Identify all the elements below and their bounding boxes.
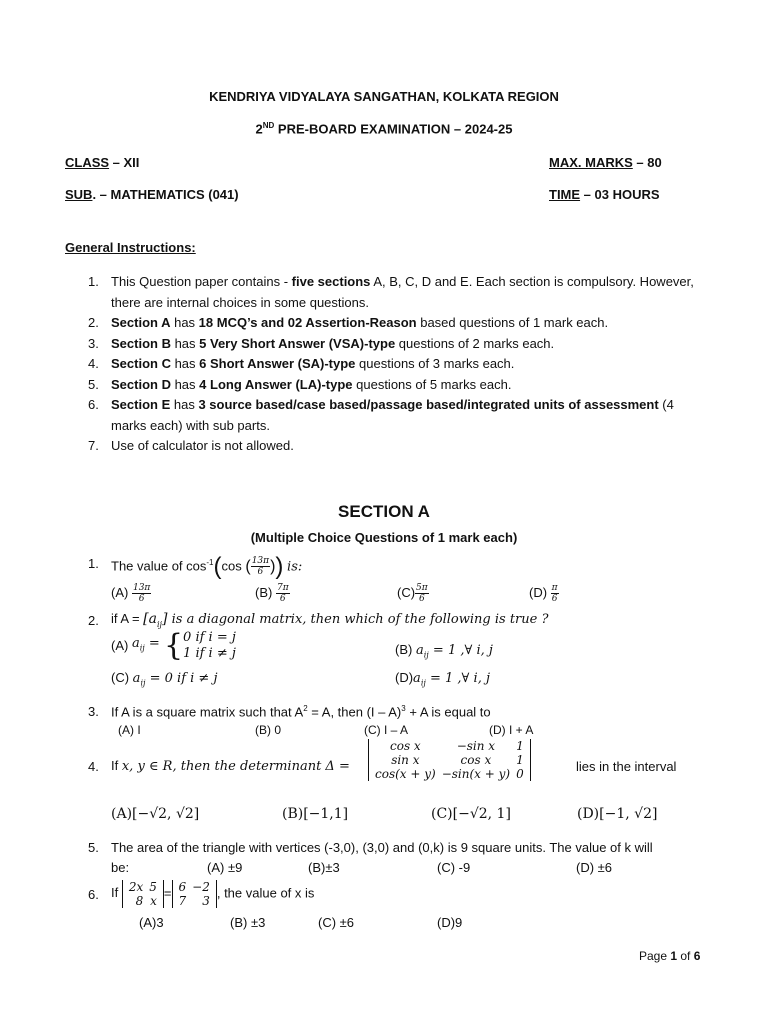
instruction-part: questions of 5 marks each. [352, 377, 512, 392]
instruction-item [88, 313, 708, 334]
q4-option-d: (D)[−1, √2] [577, 806, 658, 822]
det-cell: cos(x + y) [375, 767, 436, 781]
option-label: (D) [395, 670, 414, 685]
exam-number: 2 [255, 121, 263, 137]
instruction-number: 5. [88, 377, 99, 392]
det-cell: sin x [391, 753, 420, 767]
sup: 2 [303, 704, 308, 713]
equals: = [163, 885, 172, 901]
q3-option-a: (A) I [118, 723, 141, 737]
question-text: = A, then (I – A) [307, 704, 402, 720]
question-text: If [111, 758, 122, 773]
instruction-text [111, 334, 711, 355]
q4-option-a: (A)[−√2, √2] [111, 806, 200, 822]
section-subtitle: (Multiple Choice Questions of 1 mark each) [250, 530, 518, 545]
is-text: is: [287, 559, 303, 575]
instructions-heading: General Instructions: [65, 240, 196, 255]
option-math-text: = 1 ,∀ i, j [425, 671, 490, 686]
option-label: (A) [111, 584, 129, 600]
q4-determinant [368, 739, 531, 781]
page-number [639, 949, 700, 963]
instruction-bold: 4 Long Answer (LA)-type [199, 377, 353, 392]
matrix-open: [a [143, 611, 157, 627]
instruction-bold: five sections [291, 274, 371, 289]
page-of: of [677, 949, 694, 963]
question-3-text [111, 704, 491, 719]
instruction-bold: 5 Very Short Answer (VSA)-type [199, 336, 396, 351]
question-text: If [111, 885, 119, 900]
question-2-number: 2. [88, 613, 99, 628]
fraction-num: 13π [251, 556, 270, 567]
page-current: 1 [670, 949, 678, 963]
matrix-sub: ij [156, 619, 163, 629]
q5-option-d: (D) ±6 [576, 860, 613, 875]
instruction-bold: 18 MCQ’s and 02 Assertion-Reason [198, 315, 417, 330]
cos-text: cos [221, 558, 242, 574]
instruction-text [111, 436, 711, 457]
instruction-number: 2. [88, 315, 99, 330]
question-text: , the value of x is [216, 885, 315, 901]
instruction-part: based questions of 1 mark each. [416, 315, 609, 330]
lhs: a [131, 635, 140, 651]
paren-open: ( [213, 552, 222, 580]
instruction-item [88, 436, 708, 457]
det-cell: cos x [390, 739, 421, 753]
instruction-part: has [170, 356, 200, 371]
q5-option-b: (B)±3 [308, 860, 340, 875]
exam-title [0, 121, 768, 136]
question-1-text [111, 548, 302, 582]
instruction-part: (4 marks each) with sub parts. [111, 397, 674, 433]
q5-option-a: (A) ±9 [207, 860, 243, 875]
max-marks-line [549, 155, 662, 170]
question-5-line1: The area of the triangle with vertices (-3,0), (3,0) and (0,k) is 9 square units. The value of k will [111, 840, 653, 855]
subject-line [65, 187, 239, 202]
fraction-num: 7π [276, 583, 289, 593]
det-cell: 7 [178, 893, 187, 908]
instruction-text [111, 313, 711, 334]
time-value: – 03 HOURS [580, 187, 660, 202]
fraction [251, 556, 270, 577]
question-4-text [111, 758, 350, 774]
option-math: $a_{ij} = 1$ ,∀ i, j [413, 671, 490, 688]
q6-option-a: (A)3 [139, 915, 164, 930]
question-text: if A = [111, 611, 144, 626]
instruction-bold: Section A [111, 315, 171, 330]
instruction-part: A, B, C, D and E. Each section is compulsory. However, there are internal choices in some questions. [111, 274, 694, 310]
fraction-num: π [551, 583, 558, 593]
piecewise [183, 630, 236, 662]
piecewise-line: 1 if i ≠ j [183, 646, 236, 661]
paren-close-inner: ) [270, 557, 276, 575]
question-4-number: 4. [88, 759, 99, 774]
instruction-part: This Question paper contains - [111, 274, 292, 289]
fraction [276, 583, 290, 604]
instruction-item [88, 334, 708, 355]
instruction-number: 7. [88, 438, 99, 453]
instruction-bold: Section D [111, 377, 171, 392]
option-label: (C) [111, 670, 130, 685]
instruction-part: has [170, 336, 200, 351]
det-cell: −sin x [456, 739, 496, 753]
question-6-text [111, 879, 314, 908]
class-label: CLASS [65, 155, 110, 170]
det-cell: 3 [202, 893, 210, 908]
subject-value: . – MATHEMATICS (041) [92, 187, 239, 202]
q3-option-d: (D) I + A [489, 723, 534, 737]
q6-option-b: (B) ±3 [230, 915, 266, 930]
fraction-den: 6 [419, 594, 425, 604]
q3-option-c: (C) I – A [364, 723, 409, 737]
option-label: (B) [395, 642, 413, 657]
page-label: Page [639, 949, 671, 963]
determinant [368, 739, 531, 781]
det-cell: 8 [135, 893, 144, 908]
option-math: $a_{ij} = 0$ if i ≠ j [132, 671, 218, 688]
q2-option-b [395, 642, 493, 660]
page-total: 6 [693, 949, 701, 963]
det-cell: 6 [178, 879, 187, 894]
fraction-den: 6 [551, 594, 558, 604]
paren-close: ) [275, 552, 284, 580]
option-label: (B) [255, 584, 273, 600]
fraction-num: 13π [132, 583, 151, 593]
instruction-bold: Section C [111, 356, 171, 371]
question-5-line2: be: [111, 860, 130, 875]
q2-option-d [395, 670, 490, 688]
fraction [132, 583, 151, 604]
det-cell: 1 [516, 739, 524, 753]
fraction-den: 6 [138, 594, 145, 604]
sup: 3 [401, 704, 406, 713]
max-marks-label: MAX. MARKS [549, 155, 633, 170]
class-value: – XII [109, 155, 140, 170]
option-label: (D) [529, 584, 548, 600]
question-5-number: 5. [88, 840, 99, 855]
determinant-left [122, 880, 164, 908]
instruction-text [111, 395, 711, 436]
option-math [132, 636, 164, 651]
q4-option-c: (C)[−√2, 1] [431, 806, 511, 822]
instruction-number: 3. [88, 336, 99, 351]
det-cell: −sin(x + y) [441, 767, 511, 781]
fraction-den: 6 [257, 567, 264, 578]
q1-option-c [397, 583, 429, 604]
question-text: + A is equal to [405, 704, 491, 720]
det-cell: 5 [149, 879, 157, 894]
instruction-part: questions of 3 marks each. [355, 356, 515, 371]
question-3-number: 3. [88, 704, 99, 719]
instruction-bold: Section E [111, 397, 171, 412]
time-label: TIME [549, 187, 581, 202]
q4-post-text: lies in the interval [576, 759, 677, 774]
option-math: $a_{ij} = 1$ ,∀ i, j [415, 643, 493, 660]
instruction-number: 1. [88, 274, 99, 289]
question-1-number: 1. [88, 556, 99, 571]
instruction-part: has [170, 397, 199, 412]
equals: = [144, 635, 164, 651]
instruction-part: has [170, 315, 199, 330]
brace: { [163, 628, 184, 663]
q1-option-a [111, 583, 151, 604]
instruction-item [88, 354, 708, 375]
determinant-right [172, 880, 217, 908]
option-label: (A) [111, 638, 129, 653]
instruction-item [88, 375, 708, 396]
instruction-number: 4. [88, 356, 99, 371]
det-cell: cos x [460, 753, 492, 767]
question-text: The value of cos [111, 558, 207, 574]
inverse-sup: -1 [206, 558, 214, 567]
fraction [415, 583, 429, 604]
fraction [551, 583, 559, 604]
instruction-part: Use of calculator is not allowed. [111, 438, 294, 453]
det-cell: 1 [516, 753, 524, 767]
question-math-text: is a diagonal matrix, then which of the following is true ? [167, 612, 549, 627]
instruction-text [111, 375, 711, 396]
question-math-text: x, y ∈ R, then the determinant Δ = [121, 759, 350, 774]
instruction-text [111, 272, 711, 313]
max-marks-value: – 80 [632, 155, 662, 170]
q2-option-a [111, 630, 236, 662]
class-line [65, 155, 139, 170]
paren-open-inner: ( [245, 557, 251, 575]
instruction-bold: Section B [111, 336, 171, 351]
fraction-num: 5π [416, 583, 428, 593]
matrix-close: ] [162, 611, 168, 627]
q5-option-c: (C) -9 [437, 860, 471, 875]
time-line [549, 187, 660, 202]
q3-option-b: (B) 0 [255, 723, 282, 737]
fraction-den: 6 [279, 594, 286, 604]
instruction-bold: 3 source based/case based/passage based/integrated units of assessment [198, 397, 659, 412]
question-text: If A is a square matrix such that A [111, 704, 304, 720]
q4-option-b: (B)[−1,1] [282, 806, 349, 822]
option-math-text: = 1 ,∀ i, j [428, 643, 493, 658]
exam-sup: ND [262, 121, 275, 130]
section-title: SECTION A [338, 502, 430, 521]
instruction-part: has [170, 377, 200, 392]
det-cell: 2x [128, 879, 144, 894]
q1-option-d [529, 583, 559, 604]
question-6-number: 6. [88, 887, 99, 902]
det-cell: −2 [192, 879, 210, 894]
piecewise-line: 0 if i = j [183, 630, 236, 645]
det-cell: 0 [516, 767, 524, 781]
q6-option-c: (C) ±6 [318, 915, 355, 930]
matrix-expr [143, 611, 167, 627]
instruction-number: 6. [88, 397, 99, 412]
option-math-text: = 0 if i ≠ j [145, 671, 218, 686]
option-label: (C) [397, 584, 416, 600]
instruction-text [111, 354, 711, 375]
subject-label: SUB [65, 187, 93, 202]
q2-option-c [111, 670, 218, 688]
q6-option-d: (D)9 [437, 915, 463, 930]
instruction-item [88, 272, 708, 314]
q1-option-b [255, 583, 290, 604]
lhs-sub: ij [139, 643, 145, 653]
question-2-text [111, 611, 548, 629]
instruction-bold: 6 Short Answer (SA)-type [199, 356, 356, 371]
instruction-part: questions of 2 marks each. [395, 336, 555, 351]
org-title: KENDRIYA VIDYALAYA SANGATHAN, KOLKATA REGION [209, 89, 559, 104]
exam-name: PRE-BOARD EXAMINATION – 2024-25 [274, 121, 513, 137]
instruction-item [88, 395, 708, 437]
det-cell: x [150, 893, 157, 908]
